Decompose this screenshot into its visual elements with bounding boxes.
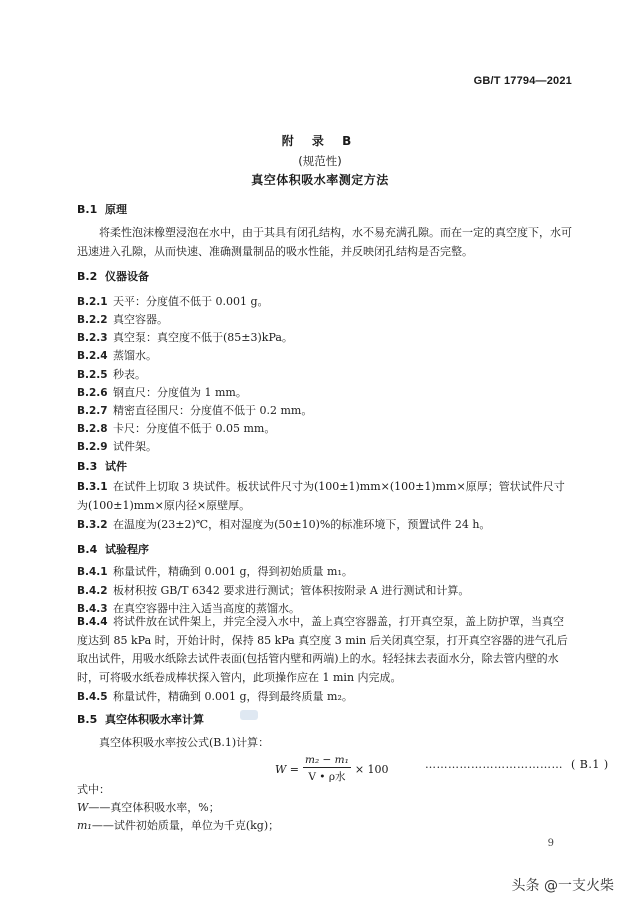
formula-numerator: m₂ − m₁ [305, 754, 349, 766]
section-b1-text: 将柔性泡沫橡塑浸泡在水中，由于其具有闭孔结构，水不易充满孔隙。而在一定的真空度下，水可迅速进入孔隙，从而快速、准确测量制品的吸水性能，并反映闭孔结构是否完整。 [77, 226, 572, 258]
clause-b2-7: B.2.7 精密直径围尺：分度值不低于 0.2 mm。 [77, 404, 313, 417]
formula-intro: 真空体积吸水率按公式(B.1)计算： [99, 736, 270, 749]
where-label: 式中： [77, 783, 110, 796]
formula-fraction [303, 754, 351, 784]
formula-b1 [275, 754, 389, 784]
clause-b2-3: B.2.3 真空泵：真空度不低于(85±3)kPa。 [77, 331, 293, 344]
clause-b3-1: B.3.1 在试件上切取 3 块试件。板状试件尺寸为(100±1)mm×(100±1)mm×原厚；管状试件尺寸为(100±1)mm×原内径×原壁厚。 [77, 480, 565, 512]
formula-dots: ……………………………… [425, 758, 563, 771]
clause-b3-2: B.3.2 在温度为(23±2)℃，相对湿度为(50±10)%的标准环境下，预置试件 24 h。 [77, 518, 491, 531]
section-number: B.1 [77, 203, 98, 216]
clause-b2-4: B.2.4 蒸馏水。 [77, 349, 157, 362]
section-title: 原理 [105, 203, 127, 216]
section-b4-heading: B.4 试验程序 [77, 543, 149, 556]
clause-b2-9: B.2.9 试件架。 [77, 440, 157, 453]
formula-label: ( B.1 ) [571, 758, 609, 771]
formula-leader [425, 758, 609, 771]
clause-b2-2: B.2.2 真空容器。 [77, 313, 168, 326]
formula-times: × 100 [354, 762, 389, 776]
clause-b4-1: B.4.1 称量试件，精确到 0.001 g，得到初始质量 m₁。 [77, 565, 353, 578]
clause-b4-4: B.4.4 将试件放在试件架上，并完全浸入水中，盖上真空容器盖，打开真空泵，盖上防护罩，当真空度达到 85 kPa 时，开始计时，保持 85 kPa 真空度 3 min 后关闭真空泵，打开真空容器的进气孔后取出试件，用吸水纸除去试件表面(包括管内壁和两端)上的水。轻轻抹去表面水分，除去管内壁的水时，可将吸水纸卷成棒状探入管内，此项操作应在 1 min 内完成。 [77, 615, 568, 684]
faint-stamp-mark [240, 710, 258, 720]
clause-b4-3: B.4.3 在真空容器中注入适当高度的蒸馏水。 [77, 602, 300, 615]
section-b3-heading: B.3 试件 [77, 460, 127, 473]
formula-lhs: W = [275, 762, 300, 776]
section-b5-heading: B.5 真空体积吸水率计算 [77, 713, 204, 726]
clause-b2-8: B.2.8 卡尺：分度值不低于 0.05 mm。 [77, 422, 276, 435]
watermark: 头条 @一支火柴 [511, 878, 614, 894]
clause-b4-2: B.4.2 板材积按 GB/T 6342 要求进行测试；管体积按附录 A 进行测试和计算。 [77, 584, 470, 597]
annex-name: 真空体积吸水率测定方法 [251, 173, 389, 187]
clause-b2-1: B.2.1 天平：分度值不低于 0.001 g。 [77, 295, 269, 308]
formula-denominator: V • ρ水 [308, 771, 346, 783]
clause-b4-5: B.4.5 称量试件，精确到 0.001 g，得到最终质量 m₂。 [77, 690, 353, 703]
annex-title: 附 录 B [281, 134, 359, 148]
section-b1-heading [77, 201, 127, 217]
annex-normativity: (规范性) [298, 154, 342, 168]
standard-code: GB/T 17794—2021 [473, 75, 572, 87]
clause-b2-6: B.2.6 钢直尺：分度值为 1 mm。 [77, 386, 247, 399]
definition-w: W——真空体积吸水率，%； [77, 801, 220, 814]
section-b2-heading: B.2 仪器设备 [77, 270, 149, 283]
clause-b2-5: B.2.5 秒表。 [77, 368, 146, 381]
page-number: 9 [547, 838, 554, 849]
definition-m1: m₁——试件初始质量，单位为千克(kg)； [77, 819, 280, 832]
